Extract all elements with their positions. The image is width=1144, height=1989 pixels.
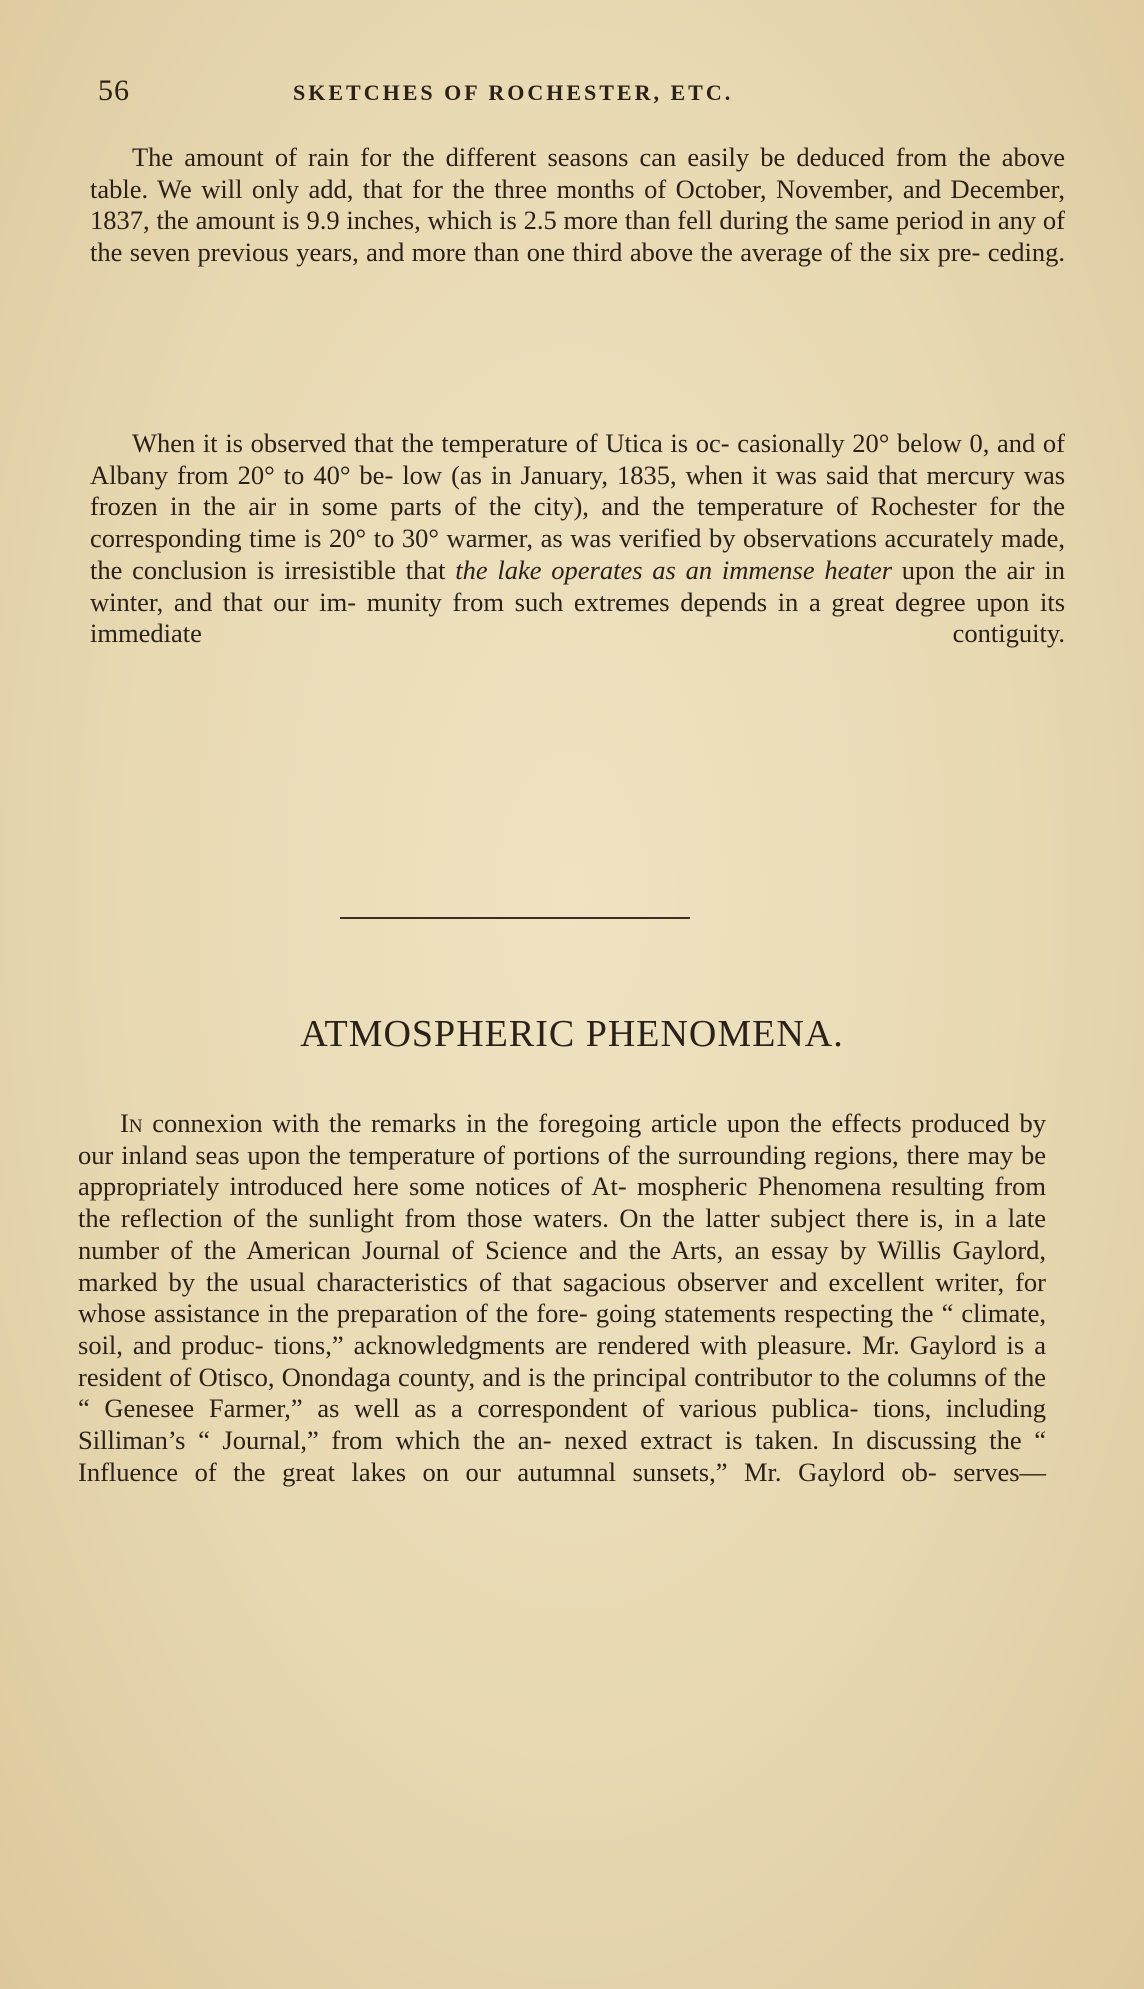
section-title: ATMOSPHERIC PHENOMENA. — [300, 1013, 844, 1055]
text-line: its immediate contiguity. — [90, 586, 1066, 649]
text-line: ceding. — [987, 237, 1065, 268]
text-line: and more than one third above the average of the six pre- — [366, 237, 981, 268]
text-line: during the same period in any of the seven previous years, — [90, 205, 1066, 268]
text-line: When it is observed that the temperature of Utica is oc- — [132, 428, 730, 458]
text-line: Farmer,” as well as a correspondent of various publica- — [208, 1393, 859, 1424]
text-line: tions, including Silliman’s “ Journal,” from which the an- — [78, 1393, 1047, 1456]
page-header — [98, 74, 868, 110]
text-line: 1837, the amount is 9.9 inches, which is 2.5 more than fell — [90, 205, 713, 236]
page-number: 56 — [98, 74, 130, 107]
section-divider — [340, 917, 690, 919]
text-line: connexion with the remarks in the foregoing article — [142, 1108, 718, 1138]
italic-phrase: an immense heater — [685, 554, 893, 585]
text-line: going statements respecting the “ climate, soil, and produc- — [78, 1298, 1047, 1360]
text-line: in a late number of the American Journal of Science and the — [78, 1203, 1047, 1265]
paragraph-rain-amount — [90, 142, 1065, 269]
text-line: Arts, an essay by Willis Gaylord, marked by the usual — [78, 1234, 1047, 1297]
text-line: was frozen in the air in some parts of the city), and the — [90, 459, 1066, 522]
text-line: The amount of rain for the different seasons can easily be — [132, 142, 786, 172]
text-line: Gaylord is a resident of Otisco, Onondaga county, and is the — [78, 1329, 1047, 1392]
text-line: the three months of October, November, and December, — [452, 173, 1065, 204]
text-line: principal contributor to the columns of the “ Genesee — [78, 1361, 1047, 1424]
text-line: made, the conclusion is irresistible that — [90, 523, 1065, 585]
text-line: temperature of portions of the surrounding regions, there — [348, 1139, 960, 1170]
text-line: deduced from the above table. We will only add, that for — [90, 142, 1066, 204]
text-line: munity from such extremes depends in a great degree upon — [366, 586, 1030, 617]
text-line: tions,” acknowledgments are rendered with pleasure. Mr. — [273, 1329, 900, 1360]
text-line: characteristics of that sagacious observer and excellent — [316, 1266, 925, 1297]
text-line: writer, for whose assistance in the preparation of the fore- — [78, 1266, 1047, 1329]
text-line: low (as in January, 1835, when it was said that mercury — [402, 459, 1015, 490]
text-line: upon the effects produced by our inland seas upon the — [78, 1108, 1047, 1170]
text-line: upon the air in winter, and that our im- — [90, 554, 1065, 617]
italic-phrase: the lake operates as — [455, 554, 676, 585]
text-line: mospheric Phenomena resulting from the reflection of the — [78, 1171, 1046, 1234]
text-line: temperature of Rochester for the corresponding time is 20° — [90, 491, 1065, 554]
text-line: to 30° warmer, as was verified by observations accurately — [373, 523, 994, 554]
text-line: sunlight from those waters. On the latter subject there is, — [308, 1203, 944, 1234]
text-line: casionally 20° below 0, and of Albany from 20° to 40° be- — [90, 428, 1065, 490]
text-line: may be appropriately introduced here some notices of At- — [78, 1139, 1046, 1202]
text-line: nexed extract is taken. In discussing the “ Influence of the — [78, 1425, 1047, 1487]
paragraph-temperature — [90, 428, 1065, 650]
paragraph-atmospheric-phenomena — [78, 1108, 1046, 1488]
initial-word: In — [120, 1108, 143, 1138]
running-head: SKETCHES OF ROCHESTER, ETC. — [293, 80, 734, 105]
text-line: serves— — [953, 1456, 1047, 1487]
text-line: great lakes on our autumnal sunsets,” Mr. Gaylord ob- — [282, 1456, 937, 1487]
